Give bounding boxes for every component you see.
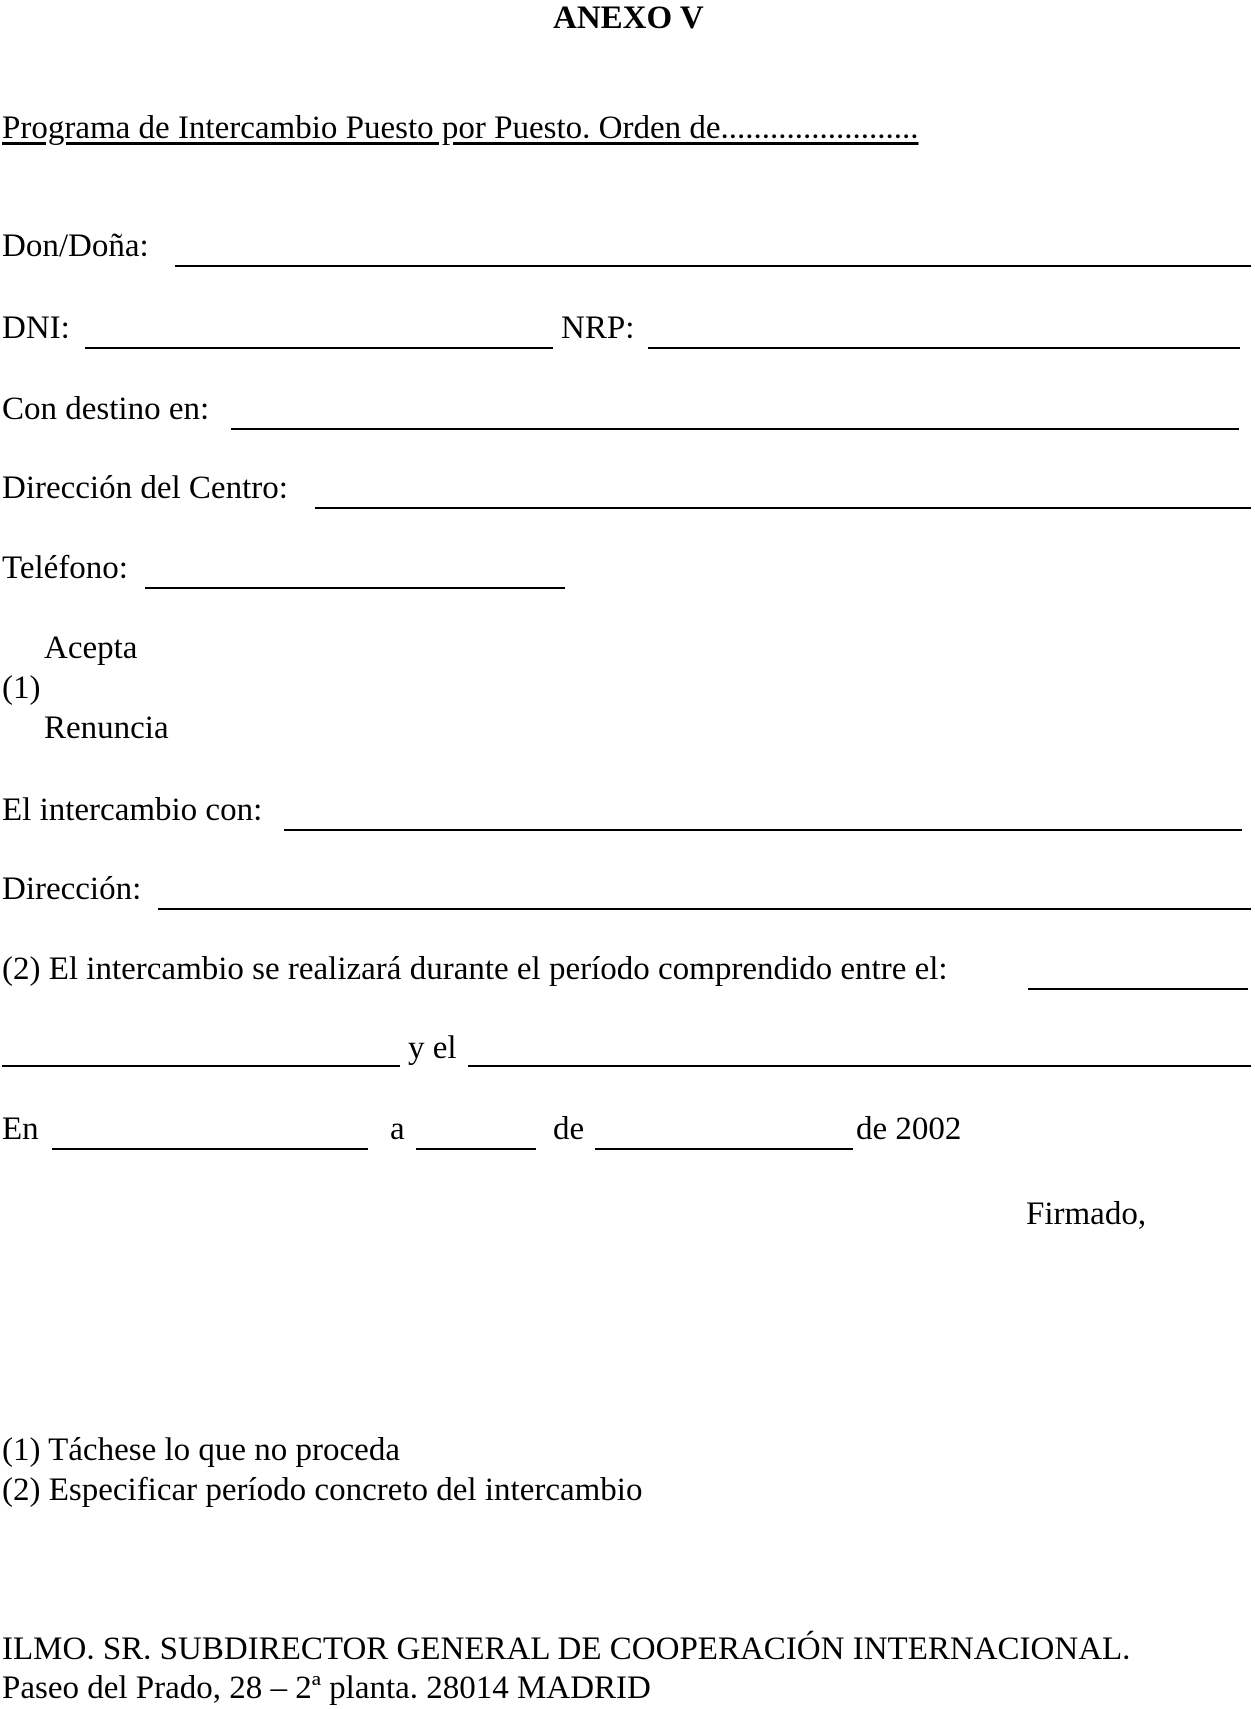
signature-label: Firmado, bbox=[1026, 1196, 1147, 1232]
y-el-label: y el bbox=[408, 1030, 457, 1066]
program-heading bbox=[2, 112, 919, 145]
periodo-start-field-continued[interactable] bbox=[2, 1065, 400, 1067]
periodo-end-field[interactable] bbox=[468, 1065, 1251, 1067]
de-label: de bbox=[553, 1111, 585, 1147]
footnote-2: (2) Especificar período concreto del intercambio bbox=[2, 1472, 643, 1508]
telefono-label: Teléfono: bbox=[2, 550, 128, 586]
dni-label: DNI: bbox=[2, 310, 70, 346]
direccion-centro-field[interactable] bbox=[315, 507, 1251, 509]
intercambio-con-label: El intercambio con: bbox=[2, 792, 263, 828]
addressee-line-1: ILMO. SR. SUBDIRECTOR GENERAL DE COOPERACIÓN INTERNACIONAL. bbox=[2, 1631, 1131, 1667]
destino-label: Con destino en: bbox=[2, 391, 210, 427]
don-dona-label: Don/Doña: bbox=[2, 228, 149, 264]
telefono-field[interactable] bbox=[145, 587, 565, 589]
dni-field[interactable] bbox=[85, 347, 553, 349]
direccion-field[interactable] bbox=[158, 908, 1251, 910]
a-label: a bbox=[390, 1111, 405, 1147]
en-label: En bbox=[2, 1111, 39, 1147]
direccion-centro-label: Dirección del Centro: bbox=[2, 470, 288, 506]
day-field[interactable] bbox=[416, 1148, 536, 1150]
intercambio-con-field[interactable] bbox=[284, 829, 1242, 831]
choice-marker: (1) bbox=[2, 670, 41, 706]
document-title: ANEXO V bbox=[553, 0, 704, 36]
program-text: Programa de Intercambio Puesto por Puesto. Orden de bbox=[2, 110, 721, 146]
footnote-1: (1) Táchese lo que no proceda bbox=[2, 1432, 400, 1468]
month-field[interactable] bbox=[595, 1148, 853, 1150]
periodo-label: (2) El intercambio se realizará durante el período comprendido entre el: bbox=[2, 951, 948, 987]
renuncia-option[interactable]: Renuncia bbox=[44, 710, 169, 746]
direccion-label: Dirección: bbox=[2, 871, 142, 907]
addressee-line-2: Paseo del Prado, 28 – 2ª planta. 28014 MADRID bbox=[2, 1670, 651, 1706]
place-field[interactable] bbox=[52, 1148, 368, 1150]
year-label: de 2002 bbox=[856, 1111, 962, 1147]
nrp-field[interactable] bbox=[648, 347, 1240, 349]
program-dots: ........................ bbox=[720, 110, 919, 146]
nrp-label: NRP: bbox=[561, 310, 635, 346]
periodo-start-field[interactable] bbox=[1028, 988, 1248, 990]
acepta-option[interactable]: Acepta bbox=[44, 630, 138, 666]
don-dona-field[interactable] bbox=[175, 265, 1251, 267]
destino-field[interactable] bbox=[231, 428, 1239, 430]
